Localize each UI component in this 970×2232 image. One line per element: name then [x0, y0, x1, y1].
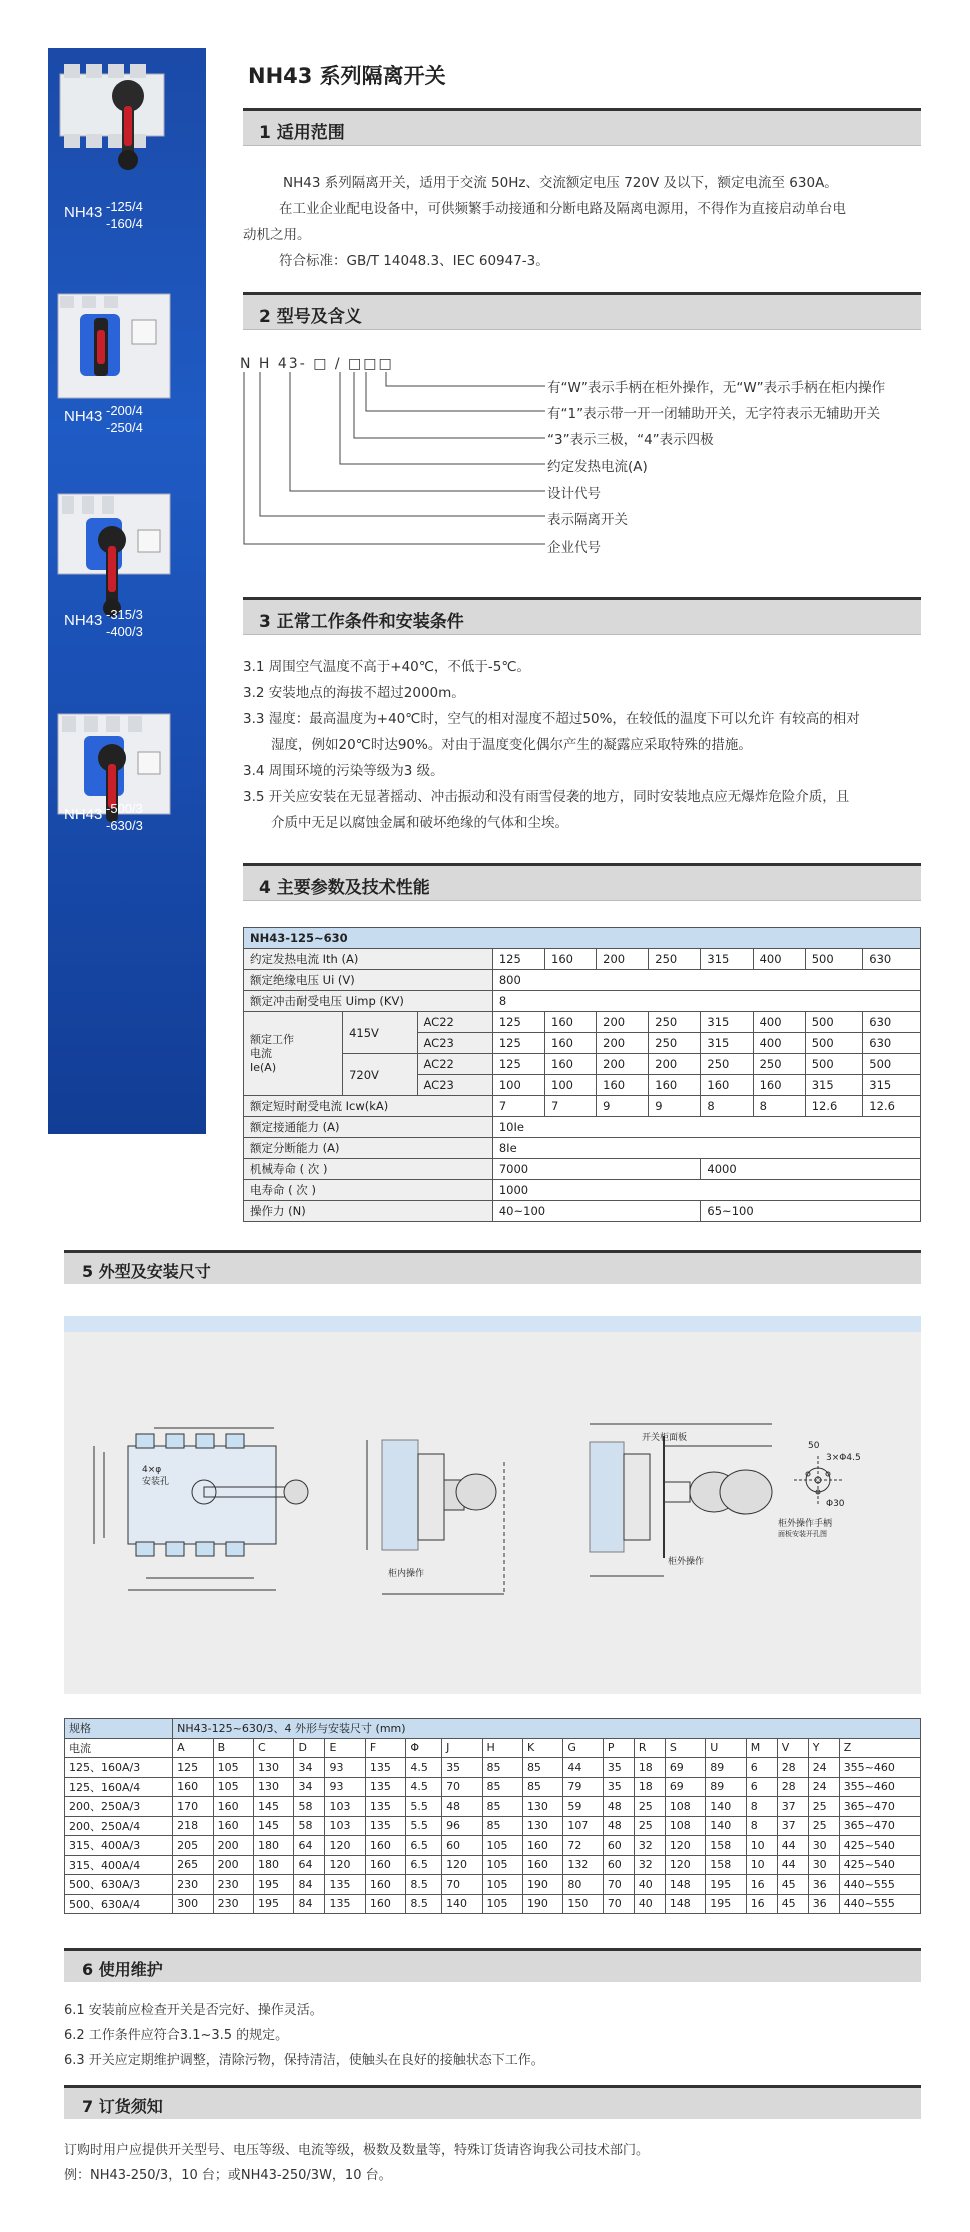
table-cell: 4.5 [406, 1758, 442, 1778]
section-heading-text: 6 使用维护 [82, 1960, 163, 1979]
paragraph-line: 湿度，例如20℃时达90%。对由于温度变化偶尔产生的凝露应采取特殊的措施。 [271, 737, 752, 753]
table-row: 额定接通能力 (A) 10Ie [244, 1117, 921, 1138]
table-cell: 96 [442, 1816, 482, 1836]
table-cell: 93 [325, 1777, 365, 1797]
drawing-label: 柜外操作 [668, 1557, 705, 1567]
table-cell: 140 [442, 1894, 482, 1914]
table-cell: 6.5 [406, 1855, 442, 1875]
table-cell: 218 [173, 1816, 213, 1836]
table-cell: 35 [603, 1777, 634, 1797]
table-cell: 160 [365, 1894, 405, 1914]
table-cell: 10 [746, 1836, 777, 1856]
row-label: 200、250A/4 [65, 1816, 173, 1836]
section-body [243, 170, 923, 274]
table-cell: 120 [325, 1836, 365, 1856]
table-cell: 28 [777, 1777, 808, 1797]
table-cell: 93 [325, 1758, 365, 1778]
table-cell: 180 [254, 1855, 294, 1875]
table-cell: 160 [173, 1777, 213, 1797]
section-heading [64, 2085, 921, 2119]
paragraph-line: 介质中无足以腐蚀金属和破坏绝缘的气体和尘埃。 [271, 815, 568, 831]
table-row: 额定绝缘电压 Ui (V) 800 [244, 970, 921, 991]
section-heading [64, 1250, 921, 1284]
section-heading-text: 7 订货须知 [82, 2097, 163, 2116]
table-cell: 6 [746, 1758, 777, 1778]
table-cell: 32 [634, 1855, 665, 1875]
switch-product-image [56, 56, 176, 186]
table-cell: 64 [294, 1836, 325, 1856]
table-cell: 36 [808, 1875, 839, 1895]
product-sizes [106, 402, 143, 436]
product-size: -315/3 [106, 607, 143, 622]
table-row [65, 1836, 921, 1856]
table-cell: 140 [706, 1797, 746, 1817]
table-cell: 8 [746, 1797, 777, 1817]
column-header: G [563, 1738, 603, 1758]
table-cell: 59 [563, 1797, 603, 1817]
table-cell: 4.5 [406, 1777, 442, 1797]
table-cell: 130 [254, 1777, 294, 1797]
table-row [65, 1875, 921, 1895]
paragraph-line: 3.4 周围环境的污染等级为3 级。 [243, 763, 444, 779]
table-cell: 85 [482, 1797, 522, 1817]
table-cell: 30 [808, 1836, 839, 1856]
model-code-diagram [240, 366, 550, 578]
row-label: 315、400A/4 [65, 1855, 173, 1875]
ie-label: 额定工作 电流 Ie(A) [244, 1012, 343, 1096]
section-body [64, 2138, 921, 2188]
product-model: NH43 [64, 612, 103, 629]
column-header: J [442, 1738, 482, 1758]
column-header: M [746, 1738, 777, 1758]
table-cell: 103 [325, 1797, 365, 1817]
section-heading [243, 863, 921, 901]
table-cell: 8.5 [406, 1894, 442, 1914]
table-cell: 200 [213, 1836, 253, 1856]
table-cell: 135 [365, 1797, 405, 1817]
table-cell: 84 [294, 1894, 325, 1914]
drawing-label: Φ30 [826, 1499, 845, 1509]
table-cell: 130 [254, 1758, 294, 1778]
table-cell: 130 [522, 1816, 562, 1836]
table-cell: 160 [522, 1836, 562, 1856]
column-header: C [254, 1738, 294, 1758]
column-header: A [173, 1738, 213, 1758]
table-cell: 44 [563, 1758, 603, 1778]
section-heading [243, 108, 921, 146]
table-cell: 105 [482, 1894, 522, 1914]
table-cell: 69 [665, 1758, 705, 1778]
drawing-label: 柜内操作 [388, 1569, 425, 1579]
table-cell: 135 [365, 1758, 405, 1778]
drawing-label: 3×Φ4.5 [826, 1453, 861, 1463]
table-cell: 72 [563, 1836, 603, 1856]
table-cell: 135 [325, 1875, 365, 1895]
table-cell: 125 [173, 1758, 213, 1778]
paragraph-line: 6.2 工作条件应符合3.1~3.5 的规定。 [64, 2028, 289, 2043]
table-row [65, 1894, 921, 1914]
column-header: E [325, 1738, 365, 1758]
table-cell: 6.5 [406, 1836, 442, 1856]
table-cell: 5.5 [406, 1797, 442, 1817]
table-row: 额定分断能力 (A) 8Ie [244, 1138, 921, 1159]
legend-line: 设计代号 [547, 486, 601, 502]
table-cell: 160 [365, 1855, 405, 1875]
product-size: -400/3 [106, 624, 143, 639]
product-model: NH43 [64, 806, 103, 823]
table-cell: 230 [213, 1894, 253, 1914]
dimension-table [64, 1718, 921, 1914]
drawing-label: 4×φ [142, 1465, 162, 1475]
product-model: NH43 [64, 408, 103, 425]
product-sizes [106, 800, 143, 834]
table-cell: 145 [254, 1816, 294, 1836]
table-cell: 30 [808, 1855, 839, 1875]
table-cell: 132 [563, 1855, 603, 1875]
section-heading-text: 1 适用范围 [259, 123, 345, 143]
table-cell: 48 [442, 1797, 482, 1817]
table-cell: 58 [294, 1797, 325, 1817]
table-cell: 45 [777, 1875, 808, 1895]
column-header: Φ [406, 1738, 442, 1758]
table-cell: 48 [603, 1816, 634, 1836]
product-size: -160/4 [106, 216, 143, 231]
paragraph-line: 在工业企业配电设备中，可供频繁手动接通和分断电路及隔离电源用，不得作为直接启动单台电 [279, 201, 846, 217]
row-label: 500、630A/3 [65, 1875, 173, 1895]
table-cell: 60 [603, 1855, 634, 1875]
table-cell: 160 [365, 1836, 405, 1856]
product-size: -630/3 [106, 818, 143, 833]
table-cell: 80 [563, 1875, 603, 1895]
table-cell: 120 [665, 1836, 705, 1856]
section-body [64, 1998, 921, 2073]
table-cell: 69 [665, 1777, 705, 1797]
table-cell: 200 [213, 1855, 253, 1875]
table-cell: 16 [746, 1894, 777, 1914]
column-header: V [777, 1738, 808, 1758]
page-title: NH43 系列隔离开关 [248, 64, 446, 88]
table-cell: 180 [254, 1836, 294, 1856]
table-cell: 190 [522, 1894, 562, 1914]
paragraph-line: 订购时用户应提供开关型号、电压等级、电流等级，极数及数量等，特殊订货请咨询我公司技术部门。 [64, 2143, 650, 2158]
table-cell: 16 [746, 1875, 777, 1895]
drawing-label: 面板安装开孔图 [778, 1530, 827, 1538]
section-heading-text: 5 外型及安装尺寸 [82, 1262, 211, 1281]
table-cell: 130 [522, 1797, 562, 1817]
table-row: 额定工作 电流 Ie(A) 415V AC22 125 160 200 250 315 400 500 630 [244, 1012, 921, 1033]
column-header: F [365, 1738, 405, 1758]
table-row: AC23 100 100 160 160 160 160 315 315 [244, 1075, 921, 1096]
table-row: 操作力 (N) 40~100 65~100 [244, 1201, 921, 1222]
drawing-label: 50 [808, 1441, 820, 1451]
table-cell: 355~460 [839, 1758, 920, 1778]
column-header: Y [808, 1738, 839, 1758]
drawing-label: 柜外操作手柄 [778, 1519, 833, 1529]
table-cell: 108 [665, 1797, 705, 1817]
legend-line: 企业代号 [547, 540, 601, 556]
column-header: B [213, 1738, 253, 1758]
product-size: -200/4 [106, 403, 143, 418]
table-cell: 6 [746, 1777, 777, 1797]
table-cell: 160 [365, 1875, 405, 1895]
table-cell: 35 [442, 1758, 482, 1778]
table-cell: 35 [603, 1758, 634, 1778]
column-header: Z [839, 1738, 920, 1758]
product-size: -500/3 [106, 801, 143, 816]
switch-product-image [56, 290, 176, 420]
table-cell: 105 [482, 1836, 522, 1856]
table-cell: 64 [294, 1855, 325, 1875]
paragraph-line: 6.1 安装前应检查开关是否完好、操作灵活。 [64, 2003, 323, 2018]
table-cell: 158 [706, 1855, 746, 1875]
table-cell: 85 [522, 1758, 562, 1778]
table-title: NH43-125~630 [244, 928, 921, 949]
table-row [65, 1777, 921, 1797]
table-row [65, 1758, 921, 1778]
table-cell: 5.5 [406, 1816, 442, 1836]
table-cell: 148 [665, 1875, 705, 1895]
table-cell: 120 [665, 1855, 705, 1875]
table-cell: 48 [603, 1797, 634, 1817]
table-cell: 45 [777, 1894, 808, 1914]
table-cell: 34 [294, 1777, 325, 1797]
row-label: 125、160A/3 [65, 1758, 173, 1778]
table-cell: 230 [213, 1875, 253, 1895]
paragraph-line: 3.1 周围空气温度不高于+40℃，不低于-5℃。 [243, 659, 531, 675]
table-cell: 25 [808, 1816, 839, 1836]
table-cell: 25 [634, 1816, 665, 1836]
section-heading [243, 597, 921, 635]
table-cell: 135 [365, 1777, 405, 1797]
table-cell: 44 [777, 1836, 808, 1856]
model-code: N H 43- □ / □□□ [240, 356, 394, 372]
paragraph-line: 3.3 湿度：最高温度为+40℃时，空气的相对湿度不超过50%，在较低的温度下可以允许 有较高的相对 [243, 711, 860, 727]
paragraph-line: 例：NH43-250/3，10 台；或NH43-250/3W，10 台。 [64, 2168, 392, 2183]
paragraph-line: 动机之用。 [243, 227, 311, 243]
table-row [65, 1855, 921, 1875]
column-header: 电流 [65, 1738, 173, 1758]
table-row [244, 928, 921, 949]
row-label: 200、250A/3 [65, 1797, 173, 1817]
column-header: R [634, 1738, 665, 1758]
table-row: 额定冲击耐受电压 Uimp (KV) 8 [244, 991, 921, 1012]
legend-line: 有“1”表示带一开一闭辅助开关，无字符表示无辅助开关 [547, 406, 881, 422]
table-row: 约定发热电流 Ith (A) 125 160 200 250 315 400 500 630 [244, 949, 921, 970]
switch-product-image [56, 490, 176, 620]
table-cell: 120 [442, 1855, 482, 1875]
column-header: H [482, 1738, 522, 1758]
table-cell: 85 [482, 1758, 522, 1778]
table-cell: 265 [173, 1855, 213, 1875]
table-cell: 37 [777, 1816, 808, 1836]
product-sizes [106, 198, 143, 232]
table-cell: 89 [706, 1777, 746, 1797]
table-cell: 34 [294, 1758, 325, 1778]
outline-drawing [64, 1332, 921, 1694]
paragraph-line: 3.2 安装地点的海拔不超过2000m。 [243, 685, 465, 701]
table-row [65, 1797, 921, 1817]
table-header: 规格 [65, 1719, 173, 1739]
table-cell: 60 [442, 1836, 482, 1856]
paragraph-line: NH43 系列隔离开关，适用于交流 50Hz、交流额定电压 720V 及以下，额定电流至 630A。 [283, 175, 838, 191]
drawing-label: 安装孔 [142, 1477, 170, 1487]
table-cell: 36 [808, 1894, 839, 1914]
table-cell: 70 [442, 1777, 482, 1797]
column-header: K [522, 1738, 562, 1758]
table-cell: 145 [254, 1797, 294, 1817]
table-cell: 158 [706, 1836, 746, 1856]
table-cell: 25 [634, 1797, 665, 1817]
table-cell: 365~470 [839, 1797, 920, 1817]
table-cell: 195 [254, 1894, 294, 1914]
table-cell: 79 [563, 1777, 603, 1797]
table-cell: 70 [603, 1894, 634, 1914]
parameters-table [243, 927, 921, 1222]
table-cell: 24 [808, 1758, 839, 1778]
table-row: 机械寿命 ( 次 ) 7000 4000 [244, 1159, 921, 1180]
table-row [65, 1719, 921, 1739]
product-size: -125/4 [106, 199, 143, 214]
table-cell: 44 [777, 1855, 808, 1875]
table-cell: 105 [482, 1855, 522, 1875]
table-row: 720V AC22 125 160 200 200 250 250 500 500 [244, 1054, 921, 1075]
legend-line: 约定发热电流(A) [547, 459, 648, 475]
table-cell: 440~555 [839, 1875, 920, 1895]
table-cell: 70 [603, 1875, 634, 1895]
table-cell: 195 [706, 1875, 746, 1895]
legend-line: 有“W”表示手柄在柜外操作，无“W”表示手柄在柜内操作 [547, 380, 886, 396]
table-cell: 60 [603, 1836, 634, 1856]
table-cell: 40 [634, 1875, 665, 1895]
table-cell: 120 [325, 1855, 365, 1875]
table-cell: 70 [442, 1875, 482, 1895]
product-size: -250/4 [106, 420, 143, 435]
paragraph-line: 3.5 开关应安装在无显著摇动、冲击振动和没有雨雪侵袭的地方，同时安装地点应无爆炸危险介质，且 [243, 789, 850, 805]
table-cell: 160 [213, 1816, 253, 1836]
table-cell: 135 [325, 1894, 365, 1914]
section-heading-text: 3 正常工作条件和安装条件 [259, 612, 464, 632]
table-cell: 18 [634, 1758, 665, 1778]
row-label: 500、630A/4 [65, 1894, 173, 1914]
table-cell: 28 [777, 1758, 808, 1778]
row-label: 315、400A/3 [65, 1836, 173, 1856]
table-cell: 105 [213, 1758, 253, 1778]
table-cell: 10 [746, 1855, 777, 1875]
table-cell: 355~460 [839, 1777, 920, 1797]
table-cell: 84 [294, 1875, 325, 1895]
column-header: U [706, 1738, 746, 1758]
table-cell: 300 [173, 1894, 213, 1914]
table-cell: 195 [254, 1875, 294, 1895]
table-cell: 85 [482, 1777, 522, 1797]
table-cell: 24 [808, 1777, 839, 1797]
table-cell: 18 [634, 1777, 665, 1797]
table-cell: 25 [808, 1797, 839, 1817]
table-cell: 105 [213, 1777, 253, 1797]
table-cell: 230 [173, 1875, 213, 1895]
table-cell: 8 [746, 1816, 777, 1836]
table-cell: 85 [482, 1816, 522, 1836]
table-cell: 58 [294, 1816, 325, 1836]
table-cell: 8.5 [406, 1875, 442, 1895]
table-cell: 170 [173, 1797, 213, 1817]
product-column [48, 48, 206, 1134]
table-cell: 108 [665, 1816, 705, 1836]
table-cell: 195 [706, 1894, 746, 1914]
section-body [243, 654, 933, 836]
section-heading-text: 4 主要参数及技术性能 [259, 878, 430, 898]
table-cell: 190 [522, 1875, 562, 1895]
table-cell: 105 [482, 1875, 522, 1895]
table-cell: 160 [522, 1855, 562, 1875]
table-cell: 150 [563, 1894, 603, 1914]
column-header: P [603, 1738, 634, 1758]
column-header: S [665, 1738, 705, 1758]
product-model: NH43 [64, 204, 103, 221]
product-sizes [106, 606, 143, 640]
table-cell: 107 [563, 1816, 603, 1836]
table-row [65, 1816, 921, 1836]
table-cell: 32 [634, 1836, 665, 1856]
dimension-rows [65, 1758, 921, 1914]
section-heading-text: 2 型号及含义 [259, 307, 362, 327]
table-cell: 37 [777, 1797, 808, 1817]
legend-line: 表示隔离开关 [547, 512, 628, 528]
drawing-label: 开关柜面板 [642, 1433, 688, 1443]
table-cell: 40 [634, 1894, 665, 1914]
table-row [65, 1738, 921, 1758]
table-cell: 89 [706, 1758, 746, 1778]
table-cell: 103 [325, 1816, 365, 1836]
table-header: NH43-125~630/3、4 外形与安装尺寸 (mm) [173, 1719, 921, 1739]
table-cell: 440~555 [839, 1894, 920, 1914]
table-cell: 160 [213, 1797, 253, 1817]
section-heading [243, 292, 921, 330]
section-heading [64, 1948, 921, 1982]
table-cell: 205 [173, 1836, 213, 1856]
column-header: D [294, 1738, 325, 1758]
table-row: 电寿命 ( 次 ) 1000 [244, 1180, 921, 1201]
table-cell: 425~540 [839, 1836, 920, 1856]
table-cell: 135 [365, 1816, 405, 1836]
drawing-header-bar [64, 1316, 921, 1332]
table-cell: 85 [522, 1777, 562, 1797]
table-cell: 148 [665, 1894, 705, 1914]
table-cell: 425~540 [839, 1855, 920, 1875]
row-label: 125、160A/4 [65, 1777, 173, 1797]
paragraph-line: 6.3 开关应定期维护调整，清除污物，保持清洁，使触头在良好的接触状态下工作。 [64, 2053, 544, 2068]
table-row: 额定短时耐受电流 Icw(kA) 7 7 9 9 8 8 12.6 12.6 [244, 1096, 921, 1117]
legend-line: “3”表示三极，“4”表示四极 [547, 432, 714, 448]
paragraph-line: 符合标准：GB/T 14048.3、IEC 60947-3。 [279, 253, 549, 269]
table-row: AC23 125 160 200 250 315 400 500 630 [244, 1033, 921, 1054]
table-cell: 365~470 [839, 1816, 920, 1836]
table-cell: 140 [706, 1816, 746, 1836]
